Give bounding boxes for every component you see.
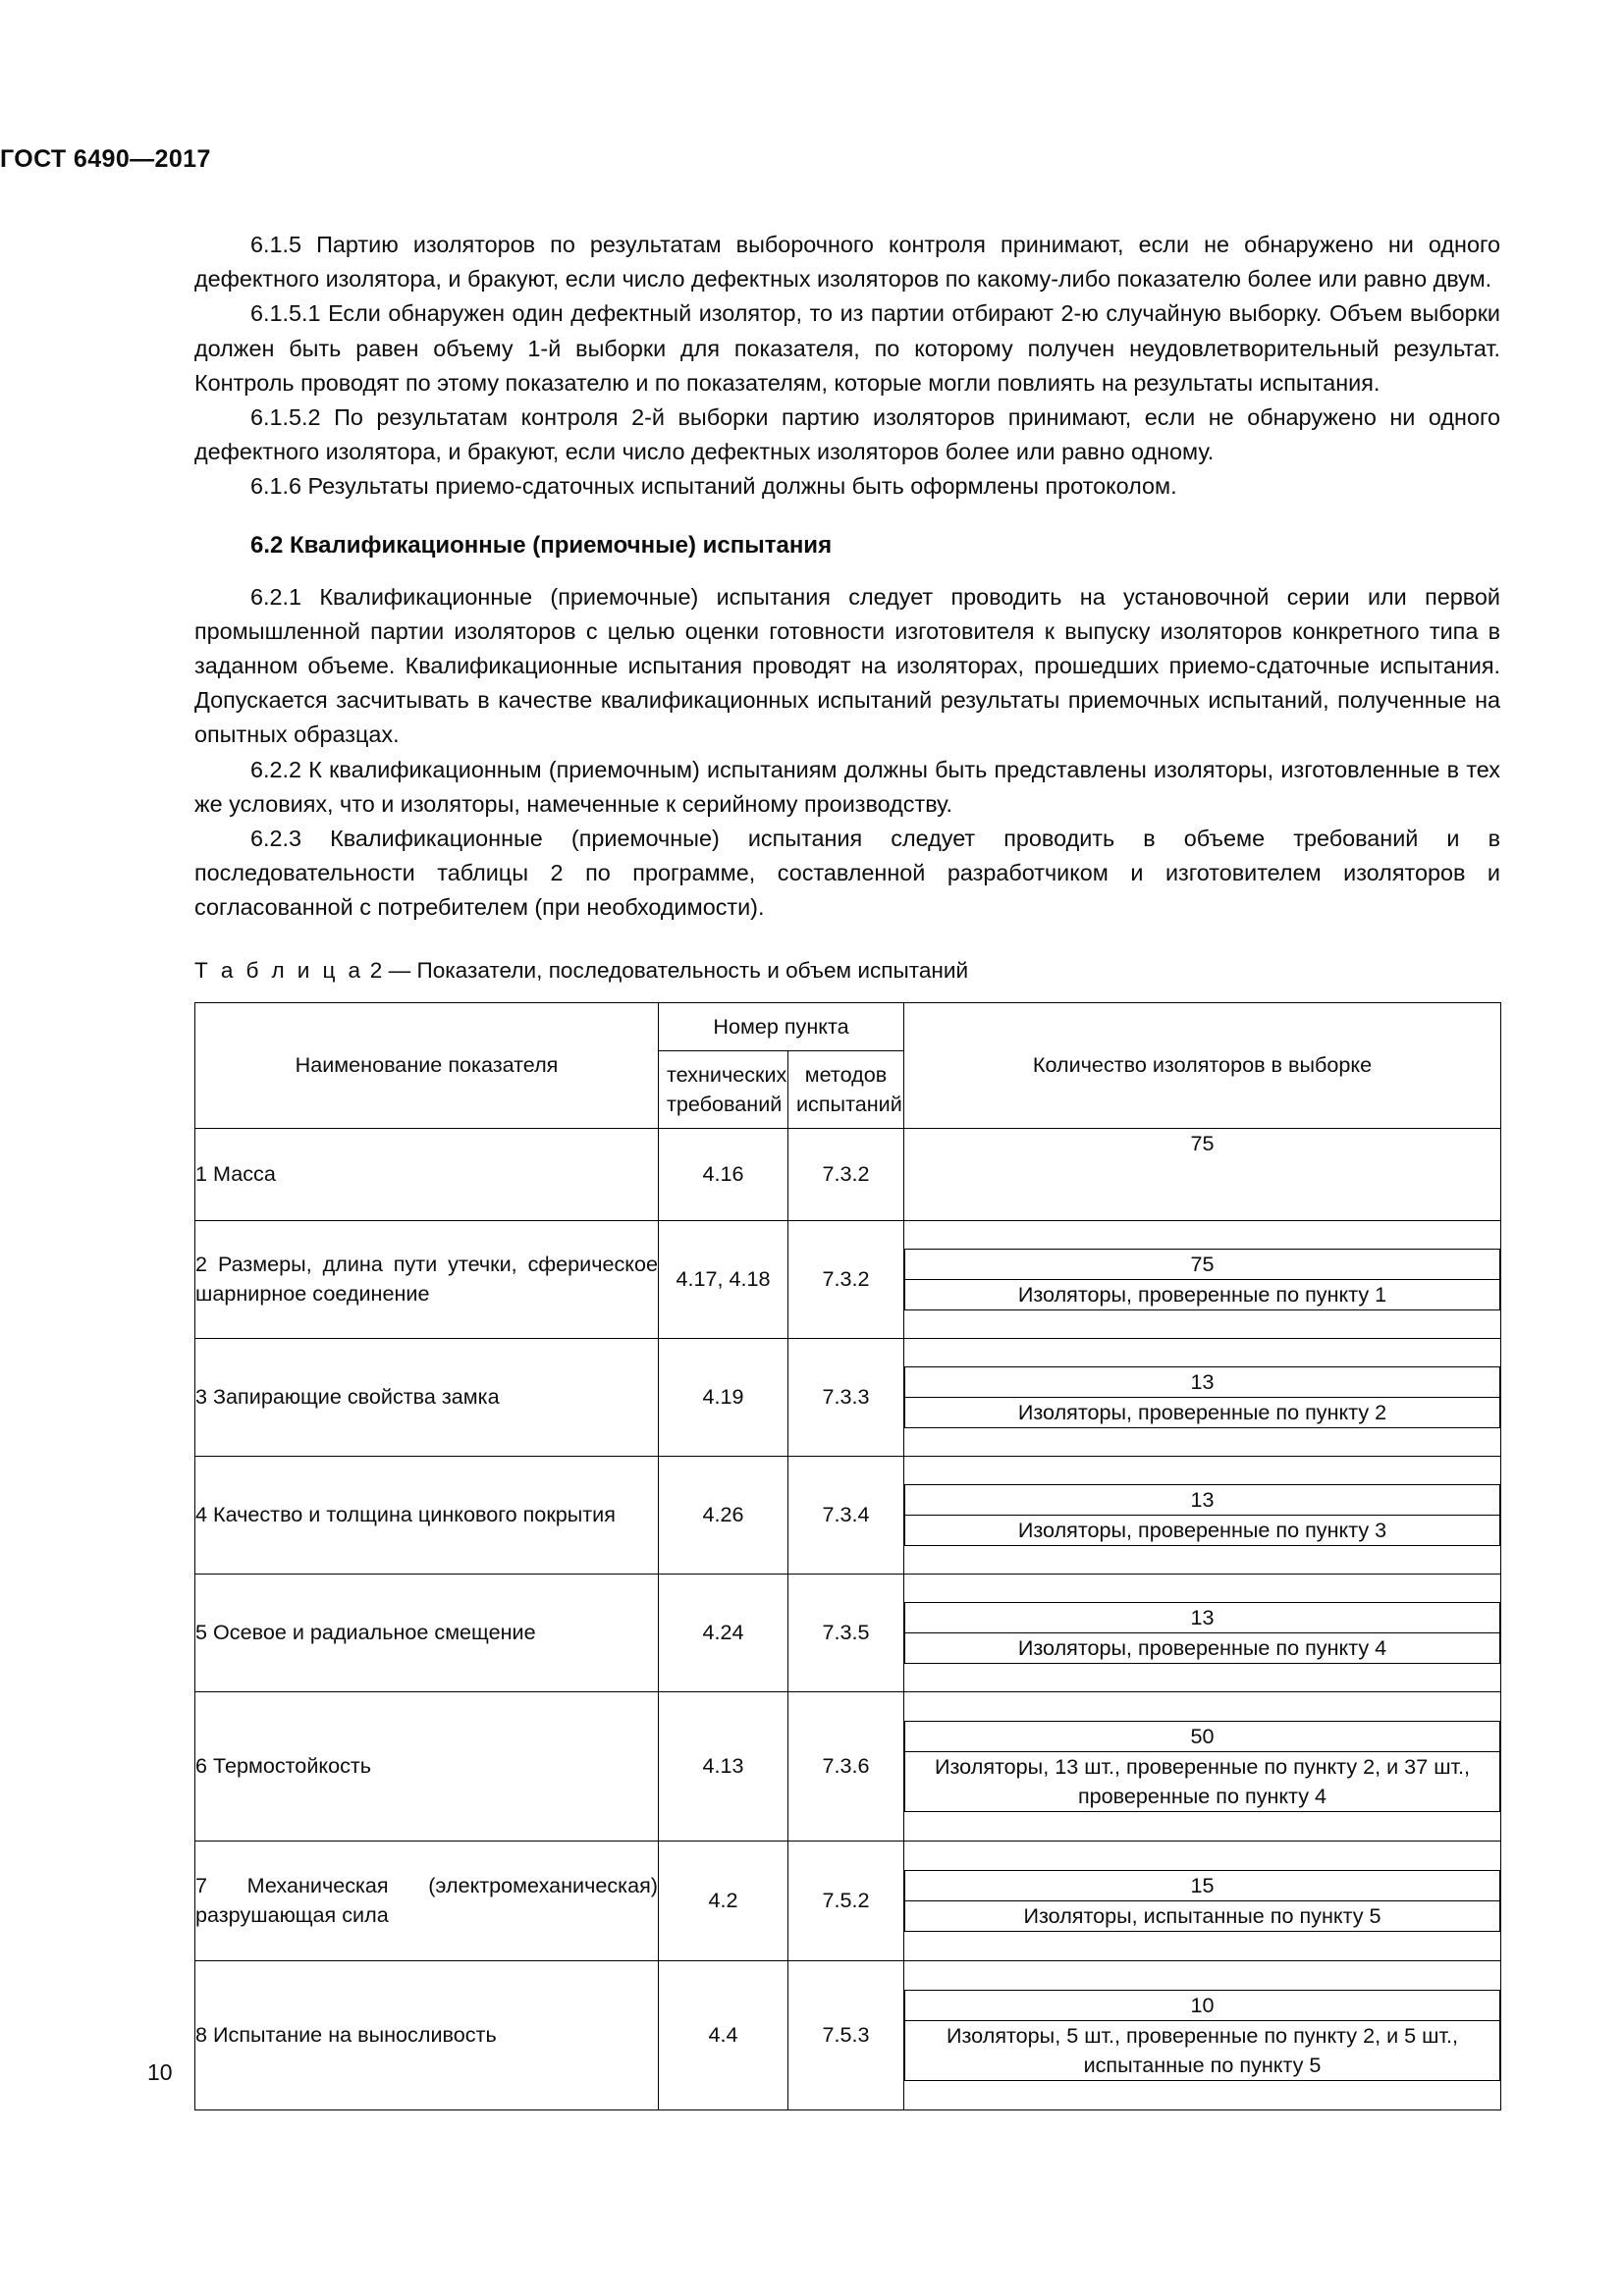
row-quantity-split bbox=[904, 1220, 1501, 1338]
table-caption-label: Т а б л и ц а bbox=[194, 957, 364, 983]
row-clause-method: 7.3.5 bbox=[788, 1574, 904, 1691]
row-quantity-split bbox=[904, 1574, 1501, 1691]
row-quantity-split bbox=[904, 1456, 1501, 1574]
paragraph-6-1-5: 6.1.5 Партию изоляторов по результатам выборочного контроля принимают, если не обнаружено ни одного дефектного изолятора, и бракуют, если число дефектных изоляторов по какому-либо показателю более или равно двум. bbox=[194, 232, 1500, 293]
table-caption-dash: — bbox=[388, 957, 411, 983]
row-quantity-note: Изоляторы, испытанные по пункту 5 bbox=[905, 1900, 1500, 1931]
row-quantity-split bbox=[904, 1338, 1501, 1456]
quantity-subtable bbox=[904, 1366, 1500, 1428]
paragraph-6-2-1: 6.2.1 Квалификационные (приемочные) испытания следует проводить на установочной серии или первой промышленной партии изоляторов с целью оценки готовности изготовителя к выпуску изоляторов конкретного типа в заданном объеме. Квалификационные испытания проводят на изоляторах, прошедших приемо-сдаточные испытания. Допускается засчитывать в качестве квалификационных испытаний результаты приемочных испытаний, полученные на опытных образцах. bbox=[194, 583, 1500, 748]
row-indicator-name: 4 Качество и толщина цинкового покрытия bbox=[195, 1456, 659, 1574]
page-number: 10 bbox=[147, 2059, 173, 2085]
header-clause-method: методов испытаний bbox=[788, 1050, 904, 1128]
row-quantity-note: Изоляторы, 5 шт., проверенные по пункту 2, и 5 шт., испытанные по пункту 5 bbox=[905, 2020, 1500, 2080]
row-clause-method: 7.5.2 bbox=[788, 1841, 904, 1960]
row-quantity: 13 bbox=[905, 1484, 1500, 1515]
row-clause-technical: 4.19 bbox=[659, 1338, 788, 1456]
row-quantity-note: Изоляторы, проверенные по пункту 4 bbox=[905, 1632, 1500, 1663]
quantity-subtable bbox=[904, 1721, 1500, 1812]
row-clause-method: 7.3.4 bbox=[788, 1456, 904, 1574]
table-row bbox=[195, 1960, 1501, 2109]
row-clause-method: 7.3.2 bbox=[788, 1128, 904, 1220]
table-row bbox=[195, 1456, 1501, 1574]
table-test-program bbox=[194, 1002, 1501, 2110]
quantity-subtable bbox=[904, 1990, 1500, 2081]
row-quantity: 13 bbox=[905, 1602, 1500, 1632]
row-indicator-name: 5 Осевое и радиальное смещение bbox=[195, 1574, 659, 1691]
quantity-subtable bbox=[904, 1602, 1500, 1664]
table-2-wrapper bbox=[194, 1002, 1500, 2110]
paragraph-6-2-3: 6.2.3 Квалификационные (приемочные) испытания следует проводить в объеме требований и в последовательности таблицы 2 по программе, составленной разработчиком и изготовителем изоляторов и согласованной с потребителем (при необходимости). bbox=[194, 826, 1500, 921]
quantity-subtable bbox=[904, 1870, 1500, 1932]
quantity-subtable bbox=[904, 1249, 1500, 1310]
row-clause-method: 7.3.3 bbox=[788, 1338, 904, 1456]
row-clause-technical: 4.24 bbox=[659, 1574, 788, 1691]
row-clause-technical: 4.16 bbox=[659, 1128, 788, 1220]
body-text-block bbox=[194, 228, 1500, 2110]
row-quantity-note: Изоляторы, 13 шт., проверенные по пункту 2, и 37 шт., проверенные по пункту 4 bbox=[905, 1751, 1500, 1811]
running-head: ГОСТ 6490—2017 bbox=[0, 145, 211, 173]
row-quantity-note: Изоляторы, проверенные по пункту 1 bbox=[905, 1279, 1500, 1309]
section-heading-6-2: 6.2 Квалификационные (приемочные) испытания bbox=[250, 531, 833, 559]
table-row bbox=[195, 1128, 1501, 1220]
row-quantity-split bbox=[904, 1691, 1501, 1841]
row-clause-method: 7.3.6 bbox=[788, 1691, 904, 1841]
row-indicator-name: 8 Испытание на выносливость bbox=[195, 1960, 659, 2109]
table-caption-number: 2 bbox=[369, 957, 383, 983]
header-quantity: Количество изоляторов в выборке bbox=[904, 1002, 1501, 1128]
paragraph-6-1-5-2: 6.1.5.2 По результатам контроля 2-й выборки партию изоляторов принимают, если не обнаружено ни одного дефектного изолятора, и бракуют, если число дефектных изоляторов более или равно одному. bbox=[194, 404, 1500, 465]
row-quantity: 13 bbox=[905, 1366, 1500, 1397]
row-quantity: 75 bbox=[905, 1249, 1500, 1279]
table-row bbox=[195, 1338, 1501, 1456]
row-quantity-note: Изоляторы, проверенные по пункту 3 bbox=[905, 1515, 1500, 1545]
header-indicator-name: Наименование показателя bbox=[195, 1002, 659, 1128]
row-quantity-split bbox=[904, 1841, 1501, 1960]
table-head-row-1 bbox=[195, 1002, 1501, 1050]
paragraph-6-2-2: 6.2.2 К квалификационным (приемочным) испытаниям должны быть представлены изоляторы, изготовленные в тех же условиях, что и изоляторы, намеченные к серийному производству. bbox=[194, 756, 1500, 817]
table-row bbox=[195, 1841, 1501, 1960]
row-clause-technical: 4.2 bbox=[659, 1841, 788, 1960]
row-quantity: 15 bbox=[905, 1870, 1500, 1900]
header-clause-technical: технических требований bbox=[659, 1050, 788, 1128]
row-clause-method: 7.5.3 bbox=[788, 1960, 904, 2109]
table-body bbox=[195, 1128, 1501, 2109]
quantity-subtable bbox=[904, 1484, 1500, 1546]
table-head bbox=[195, 1002, 1501, 1128]
table-row bbox=[195, 1574, 1501, 1691]
row-quantity-split bbox=[904, 1960, 1501, 2109]
table-caption bbox=[194, 926, 1500, 1002]
row-clause-technical: 4.4 bbox=[659, 1960, 788, 2109]
row-indicator-name: 6 Термостойкость bbox=[195, 1691, 659, 1841]
row-quantity: 50 bbox=[905, 1721, 1500, 1751]
row-clause-method: 7.3.2 bbox=[788, 1220, 904, 1338]
header-clause-group: Номер пункта bbox=[659, 1002, 904, 1050]
row-quantity-note: Изоляторы, проверенные по пункту 2 bbox=[905, 1397, 1500, 1427]
row-indicator-name: 1 Масса bbox=[195, 1128, 659, 1220]
row-indicator-name: 3 Запирающие свойства замка bbox=[195, 1338, 659, 1456]
paragraph-6-1-6: 6.1.6 Результаты приемо-сдаточных испытаний должны быть оформлены протоколом. bbox=[250, 473, 1177, 500]
table-caption-title: Показатели, последовательность и объем испытаний bbox=[416, 957, 969, 983]
row-quantity: 10 bbox=[905, 1990, 1500, 2020]
row-indicator-name: 2 Размеры, длина пути утечки, сферическое шарнирное соединение bbox=[195, 1220, 659, 1338]
paragraph-6-1-5-1: 6.1.5.1 Если обнаружен один дефектный изолятор, то из партии отбирают 2-ю случайную выборку. Объем выборки должен быть равен объему 1-й выборки для показателя, по которому получен неудовлетворительный результат. Контроль проводят по этому показателю и по показателям, которые могли повлиять на результаты испытания. bbox=[194, 300, 1500, 396]
table-row bbox=[195, 1220, 1501, 1338]
row-clause-technical: 4.17, 4.18 bbox=[659, 1220, 788, 1338]
table-row bbox=[195, 1691, 1501, 1841]
row-indicator-name: 7 Механическая (электромеханическая) разрушающая сила bbox=[195, 1841, 659, 1960]
row-quantity: 75 bbox=[904, 1128, 1501, 1220]
row-clause-technical: 4.13 bbox=[659, 1691, 788, 1841]
row-clause-technical: 4.26 bbox=[659, 1456, 788, 1574]
